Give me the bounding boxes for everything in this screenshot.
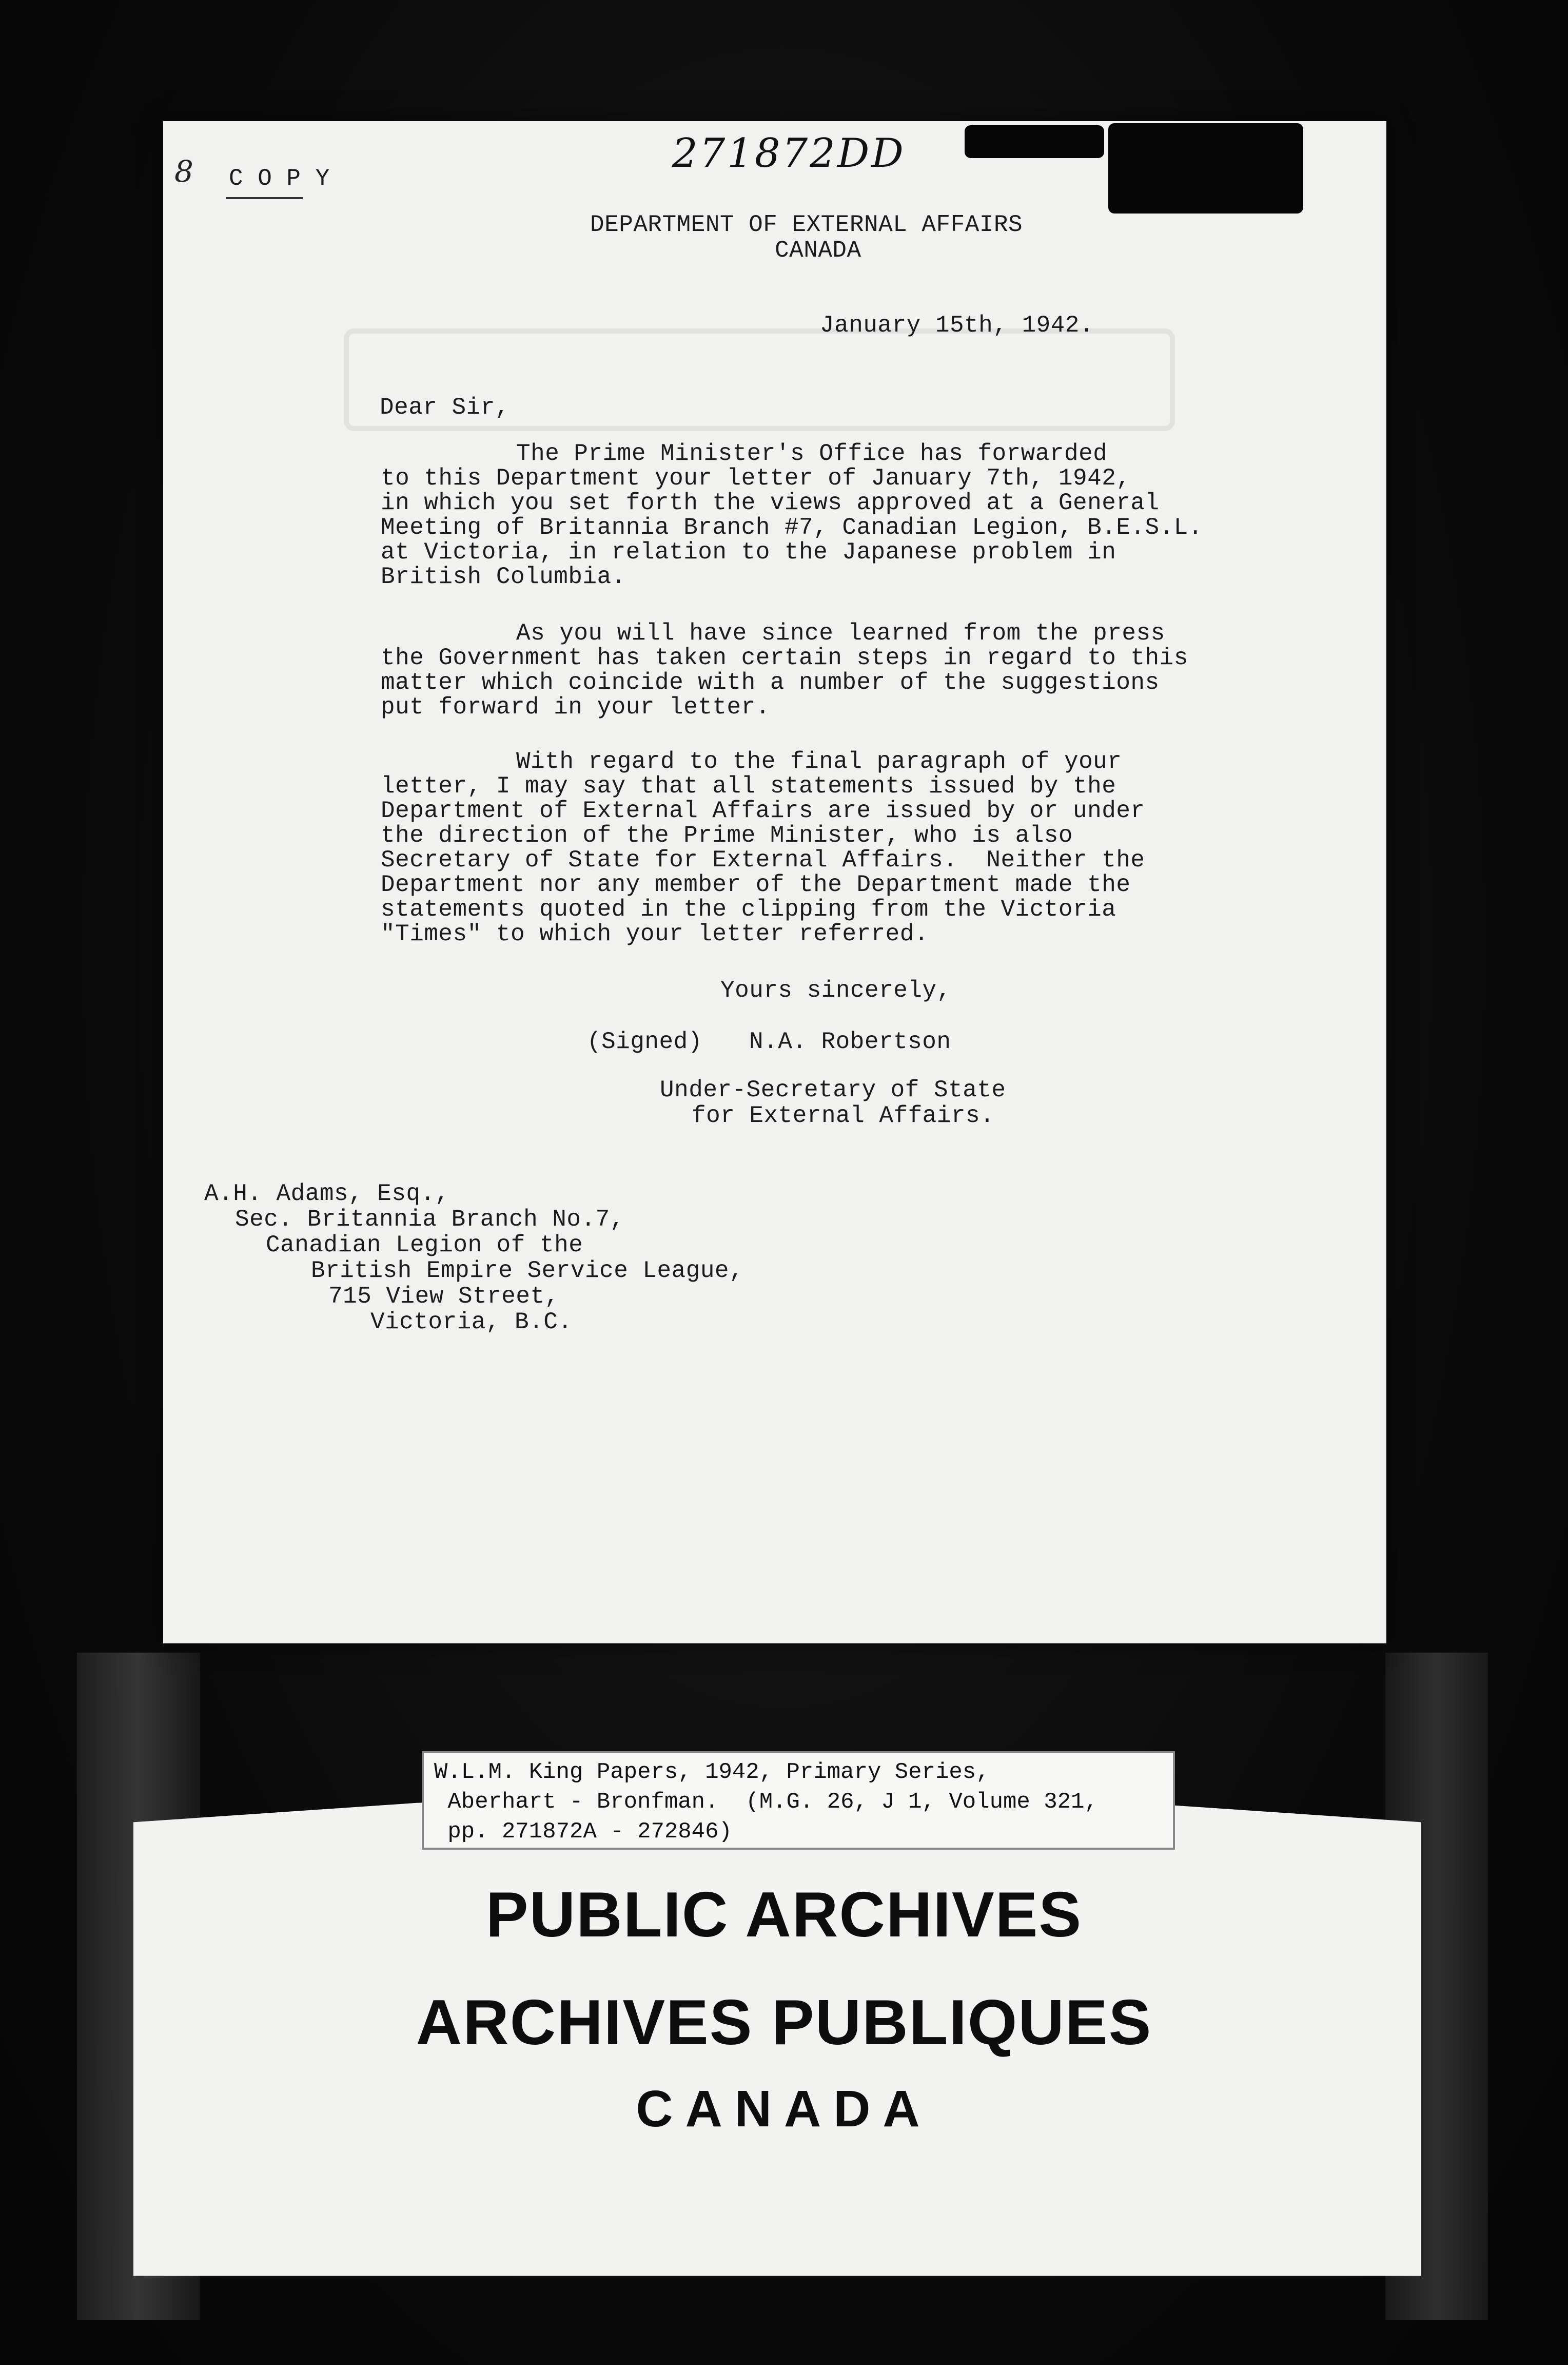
signatory-title-line-2: for External Affairs. (692, 1102, 995, 1129)
archive-label-line-1: W.L.M. King Papers, 1942, Primary Series, (434, 1759, 990, 1785)
archive-label-line-3: pp. 271872A - 272846) (434, 1819, 732, 1845)
paragraph-line: the Government has taken certain steps in regard to this (381, 645, 1188, 671)
signed-marker: (Signed) (587, 1029, 702, 1055)
paragraph-line: letter, I may say that all statements issued by the (381, 773, 1116, 800)
archive-catalog-label (422, 1751, 1175, 1850)
paragraph-line: Meeting of Britannia Branch #7, Canadian Legion, B.E.S.L. (381, 514, 1203, 541)
handwritten-page-number: 271872DD (672, 130, 906, 177)
address-line: British Empire Service League, (311, 1257, 744, 1284)
paragraph-line: put forward in your letter. (381, 694, 770, 721)
copy-mark-underline (226, 197, 303, 199)
redaction-bar-right (1108, 123, 1303, 214)
paragraph-line: Department nor any member of the Department made the (381, 871, 1131, 898)
copy-mark: C O P Y (229, 165, 330, 192)
address-line: A.H. Adams, Esq., (204, 1180, 449, 1207)
paragraph-line: at Victoria, in relation to the Japanese problem in (381, 539, 1116, 566)
address-line: Canadian Legion of the (266, 1232, 583, 1258)
paragraph-line: the direction of the Prime Minister, who is also (381, 822, 1073, 849)
paragraph-line: Secretary of State for External Affairs. Neither the (381, 847, 1145, 874)
paragraph-line: in which you set forth the views approved at a General (381, 490, 1160, 516)
paragraph-line: to this Department your letter of January 7th, 1942, (381, 465, 1131, 492)
letterhead-country: CANADA (775, 237, 861, 264)
closing: Yours sincerely, (720, 977, 951, 1004)
archive-sign-canada: CANADA (636, 2080, 932, 2138)
archive-sign-archives-publiques: ARCHIVES PUBLIQUES (416, 1987, 1152, 2058)
archive-label-line-2: Aberhart - Bronfman. (M.G. 26, J 1, Volume 321, (434, 1789, 1098, 1815)
paragraph-line: Department of External Affairs are issued by or under (381, 798, 1145, 824)
address-line: 715 View Street, (328, 1283, 559, 1310)
paragraph-line: "Times" to which your letter referred. (381, 921, 929, 947)
paragraph-line: The Prime Minister's Office has forwarded (516, 440, 1108, 467)
signature-name: N.A. Robertson (749, 1029, 951, 1055)
handwritten-margin-mark: 8 (174, 154, 193, 189)
paragraph-line: British Columbia. (381, 564, 626, 590)
letterhead-department: DEPARTMENT OF EXTERNAL AFFAIRS (590, 211, 1023, 238)
letter-date: January 15th, 1942. (820, 312, 1094, 339)
address-line: Sec. Britannia Branch No.7, (235, 1206, 624, 1233)
archive-sign-public-archives: PUBLIC ARCHIVES (485, 1879, 1083, 1950)
paragraph-line: statements quoted in the clipping from the Victoria (381, 896, 1116, 923)
paragraph-line: With regard to the final paragraph of your (516, 748, 1122, 775)
paragraph-line: As you will have since learned from the press (516, 620, 1165, 647)
salutation: Dear Sir, (380, 394, 509, 421)
paragraph-line: matter which coincide with a number of the suggestions (381, 669, 1160, 696)
redaction-bar-top (965, 125, 1104, 158)
signatory-title-line-1: Under-Secretary of State (660, 1077, 1006, 1103)
address-line: Victoria, B.C. (370, 1309, 573, 1335)
